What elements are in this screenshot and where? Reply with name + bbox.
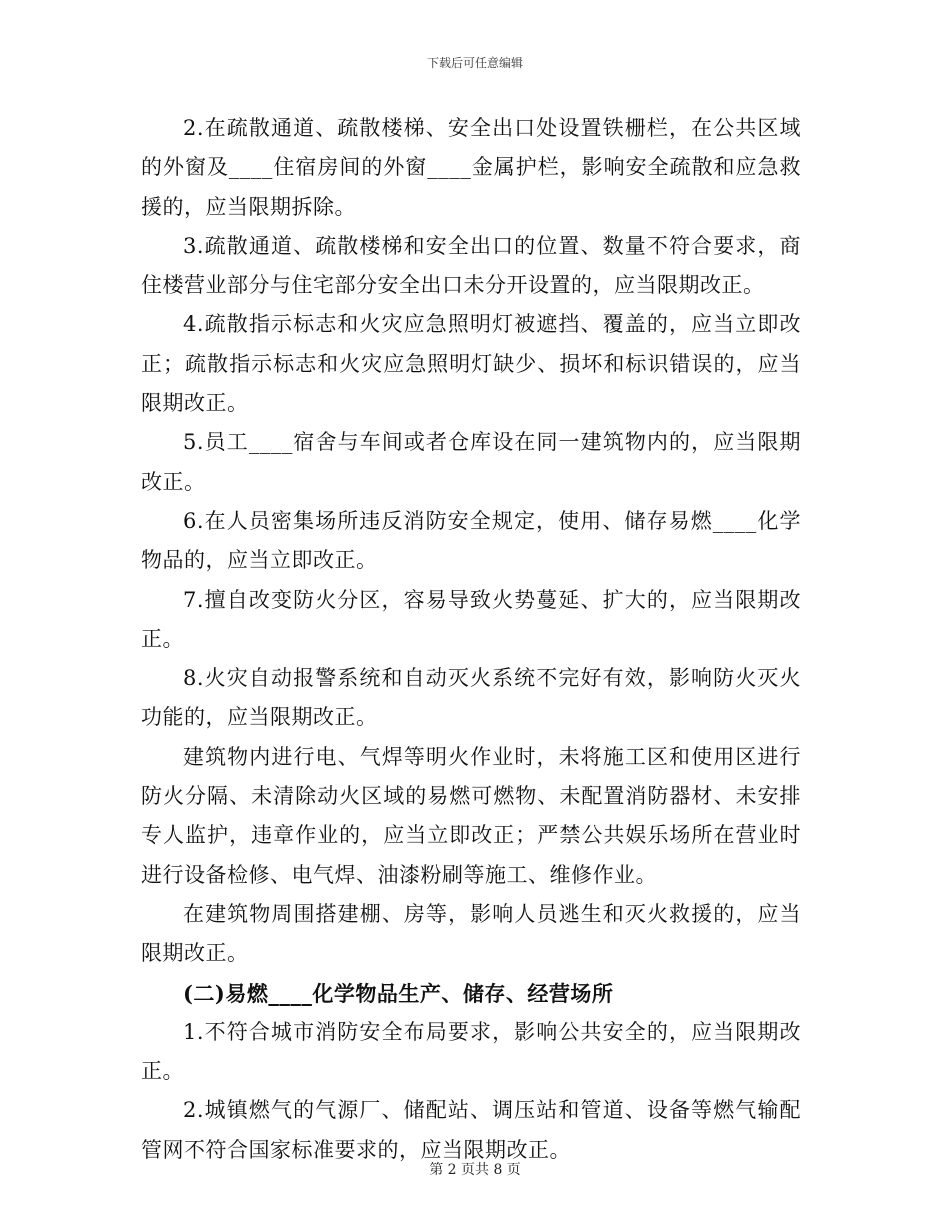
document-body: [141, 109, 801, 1170]
paragraph-item-8: 8.火灾自动报警系统和自动灭火系统不完好有效，影响防火灭火功能的，应当限期改正。: [141, 666, 801, 730]
paragraph-item-4: 4.疏散指示标志和火灾应急照明灯被遮挡、覆盖的，应当立即改正；疏散指示标志和火灾应急照明灯缺少、损坏和标识错误的，应当限期改正。: [141, 312, 801, 416]
paragraph-sheds: 在建筑物周围搭建棚、房等，影响人员逃生和灭火救援的，应当限期改正。: [141, 901, 801, 966]
paragraph-item-7: 7.擅自改变防火分区，容易导致火势蔓延、扩大的，应当限期改正。: [141, 587, 801, 651]
page-footer: 第 2 页共 8 页: [429, 1162, 521, 1178]
paragraph-item-5: 5.员工____宿舍与车间或者仓库设在同一建筑物内的，应当限期改正。: [141, 430, 801, 494]
section-heading: (二)易燃____化学物品生产、储存、经营场所: [183, 980, 614, 1006]
paragraph-section2-item-2: 2.城镇燃气的气源厂、储配站、调压站和管道、设备等燃气输配管网不符合国家标准要求的，应当限期改正。: [141, 1098, 801, 1162]
page-header: 下载后可任意编辑: [426, 56, 523, 70]
paragraph-item-3: 3.疏散通道、疏散楼梯和安全出口的位置、数量不符合要求，商住楼营业部分与住宅部分安全出口未分开设置的，应当限期改正。: [141, 233, 801, 298]
paragraph-section2-item-1: 1.不符合城市消防安全布局要求，影响公共安全的，应当限期改正。: [141, 1019, 801, 1084]
paragraph-hot-work: 建筑物内进行电、气焊等明火作业时，未将施工区和使用区进行防火分隔、未清除动火区域的易燃可燃物、未配置消防器材、未安排专人监护，违章作业的，应当立即改正；严禁公共娱乐场所在营业时进行设备检修、电气焊、油漆粉刷等施工、维修作业。: [141, 744, 801, 887]
paragraph-item-6: 6.在人员密集场所违反消防安全规定，使用、储存易燃____化学物品的，应当立即改正。: [141, 508, 801, 573]
paragraph-item-2: 2.在疏散通道、疏散楼梯、安全出口处设置铁栅栏，在公共区域的外窗及____住宿房间的外窗____金属护栏，影响安全疏散和应急救援的，应当限期拆除。: [141, 116, 801, 219]
